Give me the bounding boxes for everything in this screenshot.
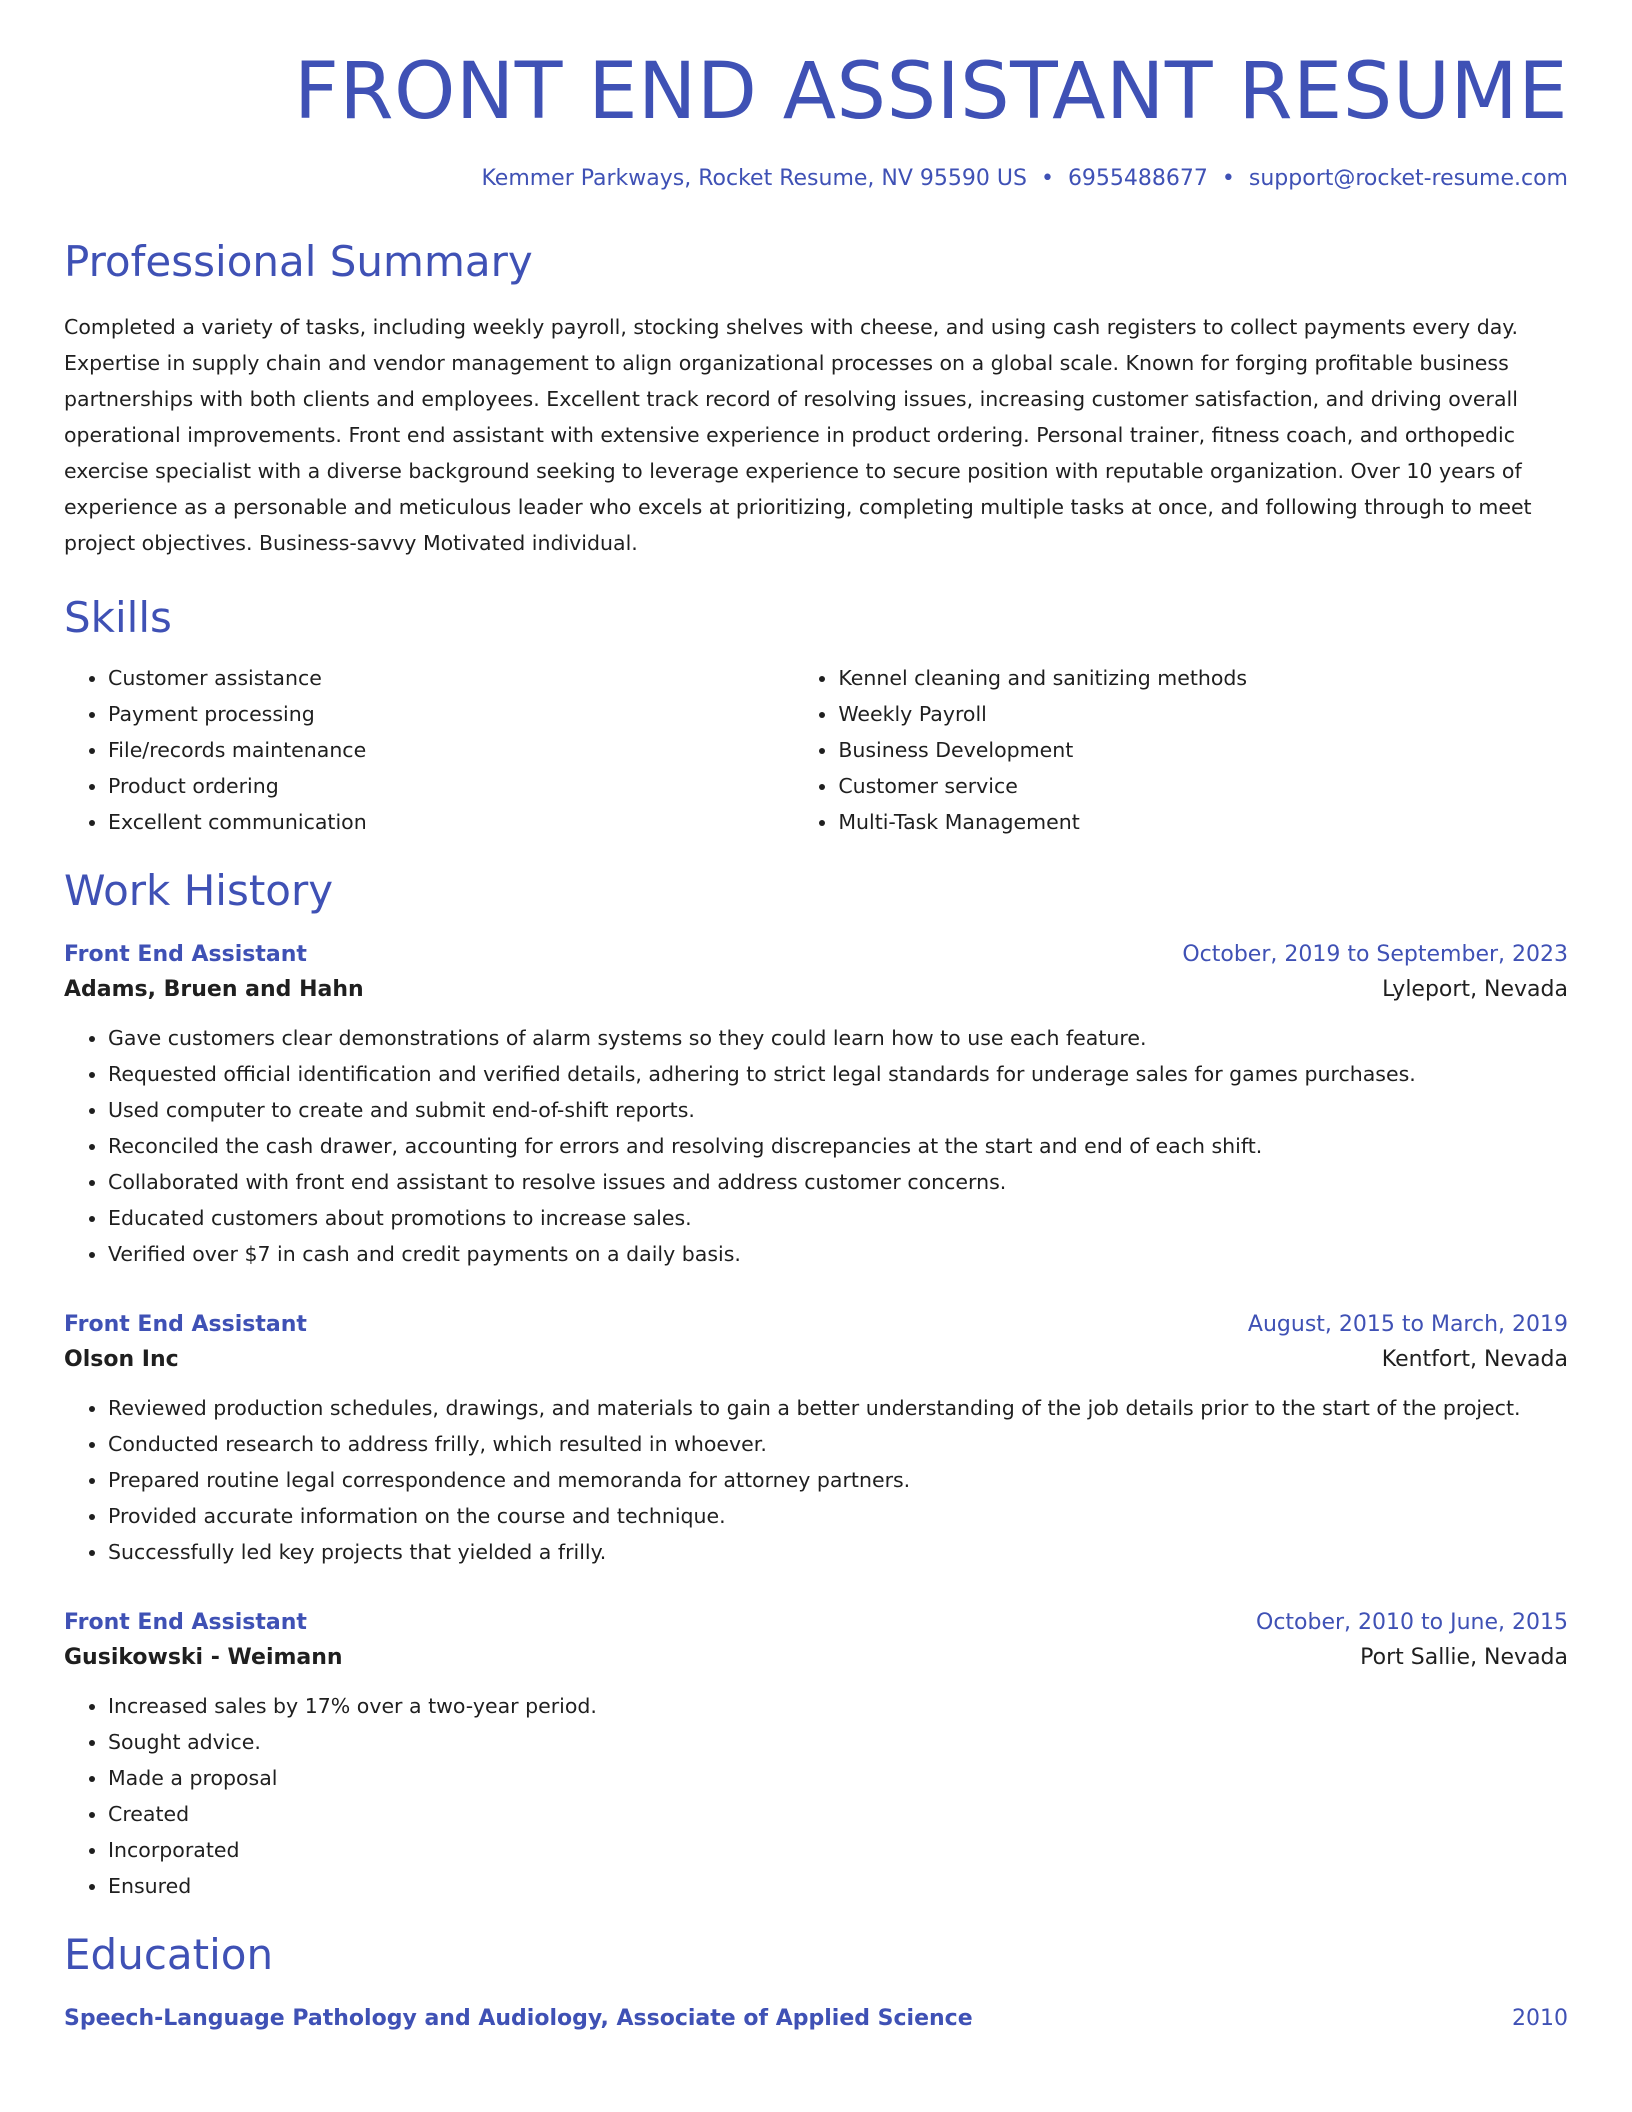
contact-address: Kemmer Parkways, Rocket Resume, NV 95590 US [481,165,1027,191]
job-bullets [64,1020,1568,1272]
contact-phone[interactable]: 6955488677 [1067,165,1208,191]
skill-item: • File/records maintenance [108,732,794,768]
work-history-heading: Work History [64,865,334,915]
job-dates: October, 2010 to June, 2015 [1256,1609,1568,1635]
resume-title: FRONT END ASSISTANT RESUME [293,47,1568,137]
job-bullets [64,1688,1568,1904]
job-bullet: • Verified over $7 in cash and credit payments on a daily basis. [108,1236,1568,1272]
skill-item: • Customer assistance [108,660,794,696]
skill-item: • Kennel cleaning and sanitizing methods [838,660,1568,696]
job-entry [64,942,1568,1272]
job-bullet: • Increased sales by 17% over a two-year period. [108,1688,1568,1724]
contact-separator: • [1040,165,1054,191]
job-company-row [64,977,1568,1002]
job-title: Front End Assistant [64,1609,307,1635]
skills-list [64,660,1568,840]
contact-separator: • [1221,165,1235,191]
contact-email[interactable]: support@rocket-resume.com [1248,165,1568,191]
job-dates: October, 2019 to September, 2023 [1182,941,1568,967]
job-company: Adams, Bruen and Hahn [64,976,364,1002]
job-bullet: • Educated customers about promotions to increase sales. [108,1200,1568,1236]
job-bullet: • Gave customers clear demonstrations of alarm systems so they could learn how to use each feature. [108,1020,1568,1056]
job-bullet: • Reviewed production schedules, drawings, and materials to gain a better understanding of the job details prior to the start of the project. [108,1390,1568,1426]
job-bullet: • Successfully led key projects that yielded a frilly. [108,1534,1568,1570]
job-bullet: • Prepared routine legal correspondence and memoranda for attorney partners. [108,1462,1568,1498]
job-title: Front End Assistant [64,1311,307,1337]
job-header [64,1610,1568,1635]
job-company-row [64,1645,1568,1670]
education-heading: Education [64,1929,274,1979]
job-header [64,942,1568,967]
skill-item: • Business Development [838,732,1568,768]
job-location: Lyleport, Nevada [1382,976,1568,1002]
job-header [64,1312,1568,1337]
skill-item: • Payment processing [108,696,794,732]
job-entry [64,1312,1568,1570]
education-entry [64,2006,1568,2031]
job-bullet: • Reconciled the cash drawer, accounting for errors and resolving discrepancies at the start and end of each shift. [108,1128,1568,1164]
summary-text: Completed a variety of tasks, including weekly payroll, stocking shelves with cheese, and using cash registers to collect payments every day. Expertise in supply chain and vendor management to align organizational processes on a global scale. Known for forging profitable business partnerships with both clients and employees. Excellent track record of resolving issues, increasing customer satisfaction, and driving overall operational improvements. Front end assistant with extensive experience in product ordering. Personal trainer, fitness coach, and orthopedic exercise specialist with a diverse background seeking to leverage experience to secure position with reputable organization. Over 10 years of experience as a personable and meticulous leader who excels at prioritizing, completing multiple tasks at once, and following through to meet project objectives. Business-savvy Motivated individual. [64,315,1532,556]
skill-item: • Weekly Payroll [838,696,1568,732]
job-company: Gusikowski - Weimann [64,1644,343,1670]
job-title: Front End Assistant [64,941,307,967]
skills-column-right [794,660,1568,840]
contact-line [64,166,1568,191]
skill-item: • Customer service [838,768,1568,804]
skill-item: • Multi-Task Management [838,804,1568,840]
job-bullets [64,1390,1568,1570]
job-entry [64,1610,1568,1904]
job-bullet: • Requested official identification and verified details, adhering to strict legal standards for underage sales for games purchases. [108,1056,1568,1092]
education-degree: Speech-Language Pathology and Audiology, Associate of Applied Science [64,2006,973,2032]
job-company: Olson Inc [64,1346,179,1372]
job-bullet: • Provided accurate information on the course and technique. [108,1498,1568,1534]
job-bullet: • Collaborated with front end assistant to resolve issues and address customer concerns. [108,1164,1568,1200]
job-bullet: • Ensured [108,1868,1568,1904]
education-year: 2010 [1512,2006,1568,2032]
job-location: Kentfort, Nevada [1381,1346,1568,1372]
job-bullet: • Sought advice. [108,1724,1568,1760]
job-location: Port Sallie, Nevada [1360,1644,1568,1670]
skills-column-left [64,660,794,840]
job-company-row [64,1347,1568,1372]
job-bullet: • Incorporated [108,1832,1568,1868]
skills-heading: Skills [64,593,172,643]
skill-item: • Product ordering [108,768,794,804]
skill-item: • Excellent communication [108,804,794,840]
summary-heading: Professional Summary [64,236,533,286]
job-bullet: • Used computer to create and submit end-of-shift reports. [108,1092,1568,1128]
job-bullet: • Conducted research to address frilly, which resulted in whoever. [108,1426,1568,1462]
job-bullet: • Made a proposal [108,1760,1568,1796]
job-bullet: • Created [108,1796,1568,1832]
job-dates: August, 2015 to March, 2019 [1247,1311,1568,1337]
